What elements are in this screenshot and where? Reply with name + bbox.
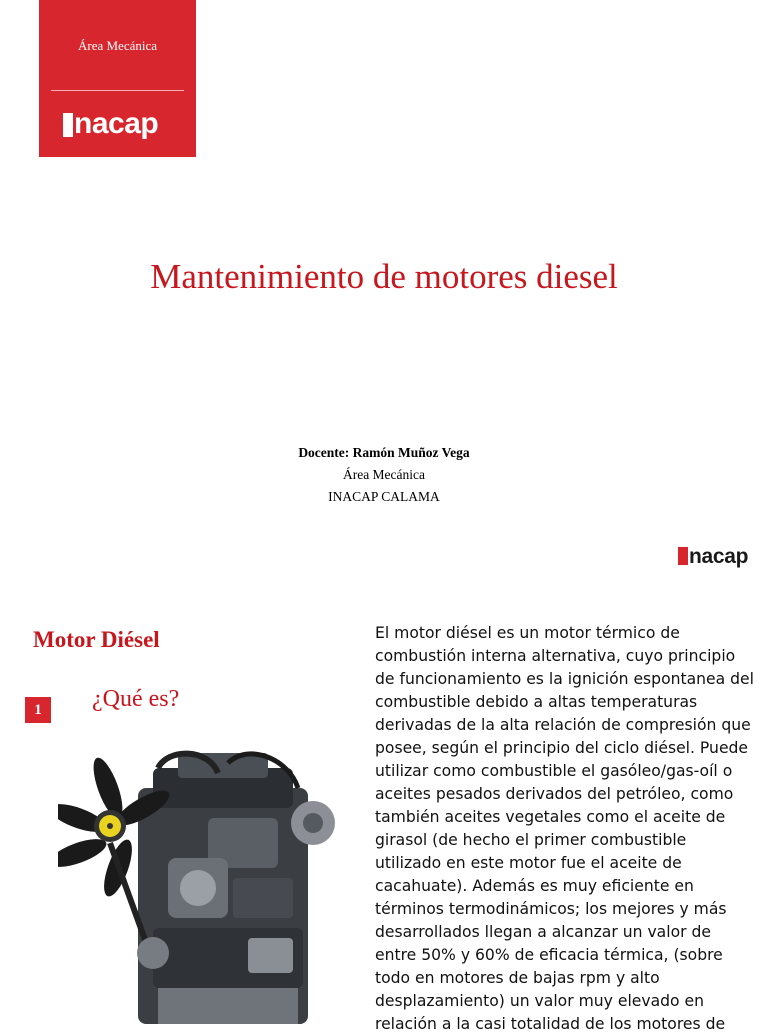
diesel-engine-image: [58, 748, 348, 1024]
inacap-logo-small-mark-icon: [678, 547, 688, 565]
credits-block: [0, 442, 768, 508]
inacap-logo: [63, 108, 158, 140]
section-title: Motor Diésel: [33, 627, 160, 652]
page-title: Mantenimiento de motores diesel: [150, 257, 618, 296]
inacap-logo-small: [678, 544, 748, 568]
credits-area: Área Mecánica: [342, 467, 426, 482]
body-paragraph: El motor diésel es un motor térmico de combustión interna alternativa, cuyo principio de funcionamiento es la ignición espontanea del combustible debido a altas temperaturas derivadas de la alta relación de compresión que posee, según el principio del ciclo diésel. Puede utilizar como combustible el gasóleo/gas-oíl o aceites pesados derivados del petróleo, como también aceites vegetales como el aceite de girasol (de hecho el primer combustible utilizado en este motor fue el aceite de cacahuate). Además es muy eficiente en términos termodinámicos; los mejores y más desarrollados llegan a alcanzar un valor de entre 50% y 60% de eficacia térmica, (sobre todo en motores de bajas rpm y alto desplazamiento) un valor muy elevado en relación a la casi totalidad de los motores de: [375, 624, 754, 1033]
header-divider: [51, 90, 184, 91]
credits-institution: INACAP CALAMA: [328, 489, 440, 504]
inacap-logo-mark-icon: [63, 113, 73, 137]
number-badge: 1: [25, 697, 51, 723]
inacap-logo-text: nacap: [74, 107, 159, 140]
header-area-label: Área Mecánica: [77, 38, 158, 53]
inacap-logo-small-text: nacap: [689, 544, 749, 568]
credits-docente: Docente: Ramón Muñoz Vega: [298, 445, 470, 460]
question-heading: ¿Qué es?: [92, 686, 180, 712]
